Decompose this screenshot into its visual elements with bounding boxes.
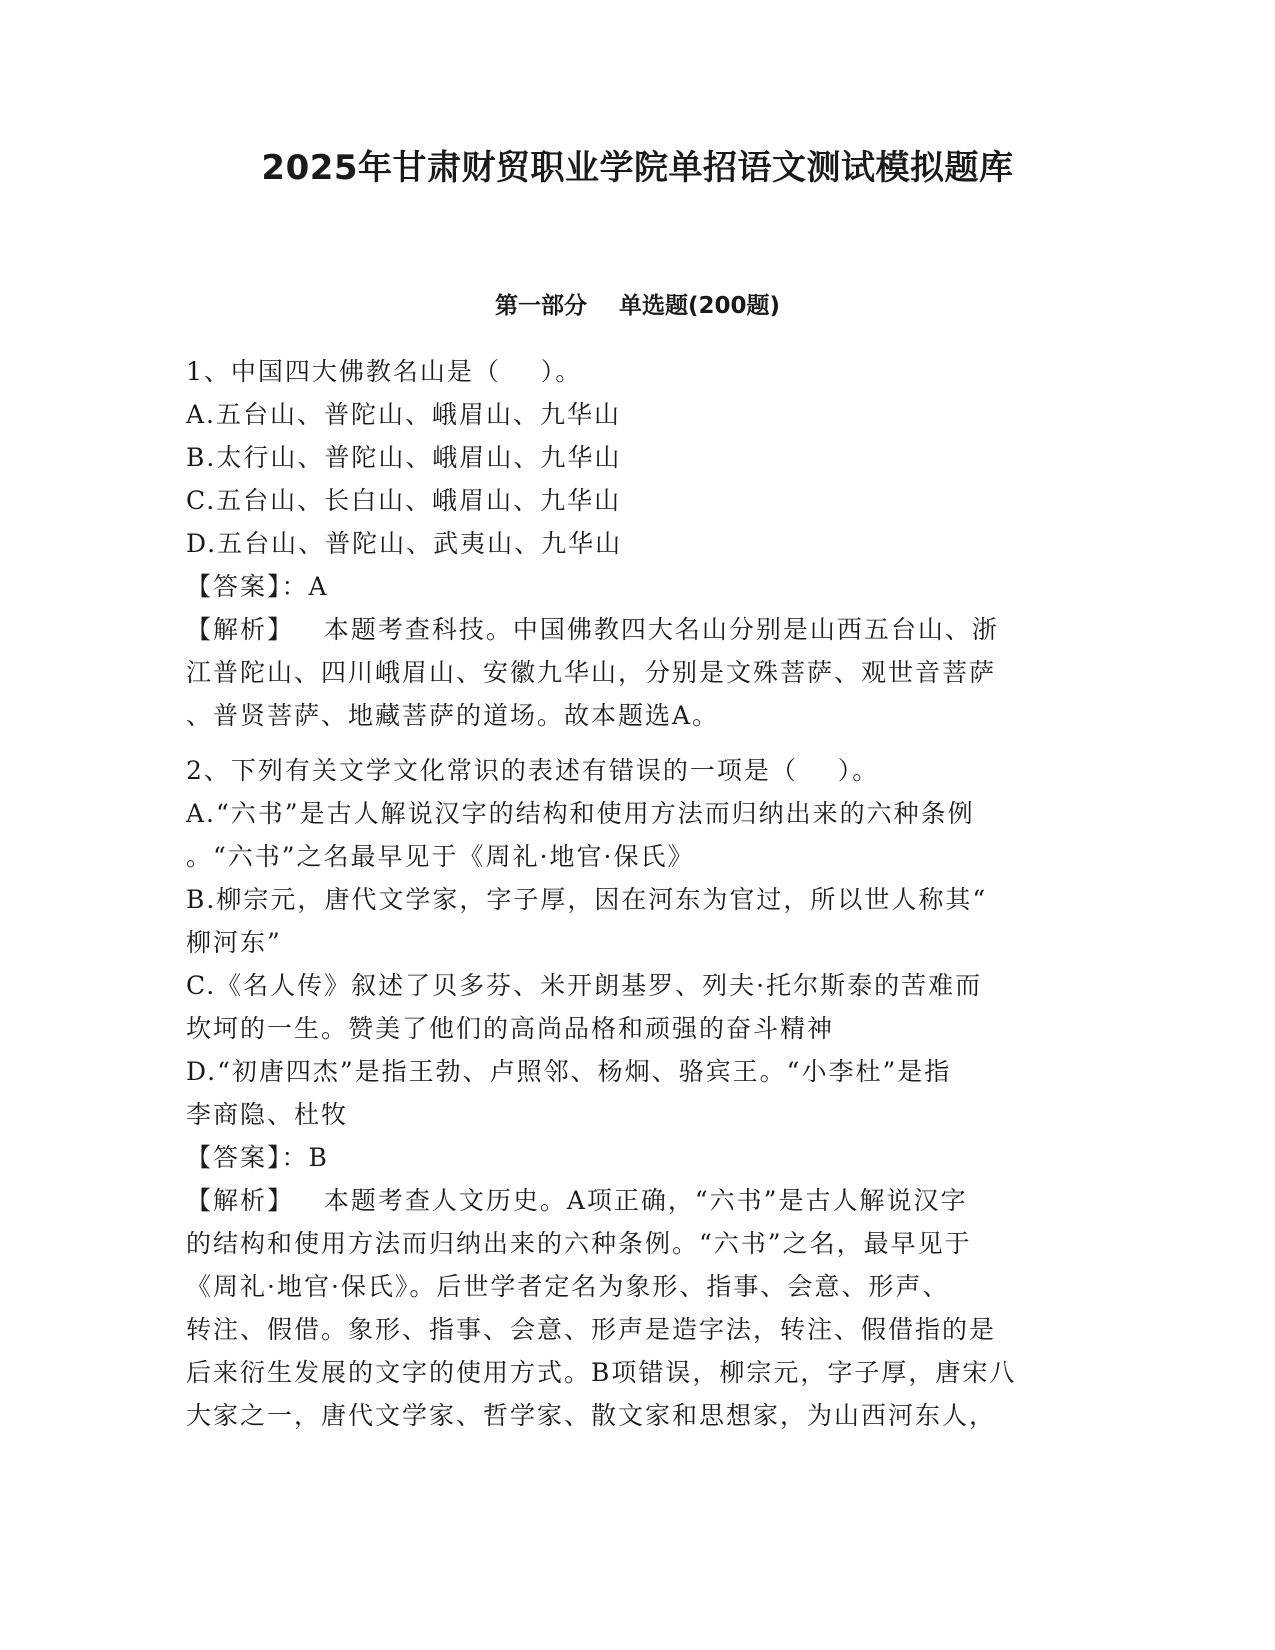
analysis-line: 江普陀山、四川峨眉山、安徽九华山，分别是文殊菩萨、观世音菩萨: [186, 658, 997, 687]
question-stem: 2、下列有关文学文化常识的表述有错误的一项是（ ）。: [186, 756, 880, 785]
option-d-continued: 李商隐、杜牧: [186, 1100, 349, 1129]
option-c: C.五台山、长白山、峨眉山、九华山: [186, 486, 622, 515]
question-stem: 1、中国四大佛教名山是（ ）。: [186, 357, 583, 386]
analysis-line: 《周礼·地官·保氏》。后世学者定名为象形、指事、会意、形声、: [186, 1272, 950, 1301]
option-b-continued: 柳河东”: [186, 928, 282, 957]
question-spacer: [186, 737, 1086, 749]
option-a-continued: 。“六书”之名最早见于《周礼·地官·保氏》: [186, 842, 695, 871]
option-d: D.五台山、普陀山、武夷山、九华山: [186, 529, 623, 558]
analysis-line: 后来衍生发展的文字的使用方式。B项错误，柳宗元，字子厚，唐宋八: [186, 1358, 1017, 1387]
section-title: 第一部分 单选题(200题): [494, 293, 781, 319]
question-list: [186, 350, 1086, 1437]
question-block: [186, 749, 1086, 1437]
option-a: A.五台山、普陀山、峨眉山、九华山: [186, 400, 622, 429]
analysis-line: 大家之一，唐代文学家、哲学家、散文家和思想家，为山西河东人，: [186, 1401, 997, 1430]
analysis-line: 【解析】 本题考查科技。中国佛教四大名山分别是山西五台山、浙: [186, 615, 999, 644]
answer-line: 【答案】：A: [186, 572, 329, 601]
analysis-line: 【解析】 本题考查人文历史。A项正确，“六书”是古人解说汉字: [186, 1186, 968, 1215]
option-b: B.柳宗元，唐代文学家，字子厚，因在河东为官过，所以世人称其“: [186, 885, 988, 914]
option-b: B.太行山、普陀山、峨眉山、九华山: [186, 443, 622, 472]
option-c-continued: 坎坷的一生。赞美了他们的高尚品格和顽强的奋斗精神: [186, 1014, 835, 1043]
answer-line: 【答案】：B: [186, 1143, 329, 1172]
option-c: C.《名人传》叙述了贝多芬、米开朗基罗、列夫·托尔斯泰的苦难而: [186, 971, 983, 1000]
analysis-line: 转注、假借。象形、指事、会意、形声是造字法，转注、假借指的是: [186, 1315, 997, 1344]
document-title: 2025年甘肃财贸职业学院单招语文测试模拟题库: [261, 148, 1014, 188]
analysis-line: 的结构和使用方法而归纳出来的六种条例。“六书”之名，最早见于: [186, 1229, 972, 1258]
analysis-line: 、普贤菩萨、地藏菩萨的道场。故本题选A。: [186, 701, 720, 730]
option-a: A.“六书”是古人解说汉字的结构和使用方法而归纳出来的六种条例: [186, 799, 975, 828]
option-d: D.“初唐四杰”是指王勃、卢照邻、杨炯、骆宾王。“小李杜”是指: [186, 1057, 952, 1086]
question-block: [186, 350, 1086, 737]
